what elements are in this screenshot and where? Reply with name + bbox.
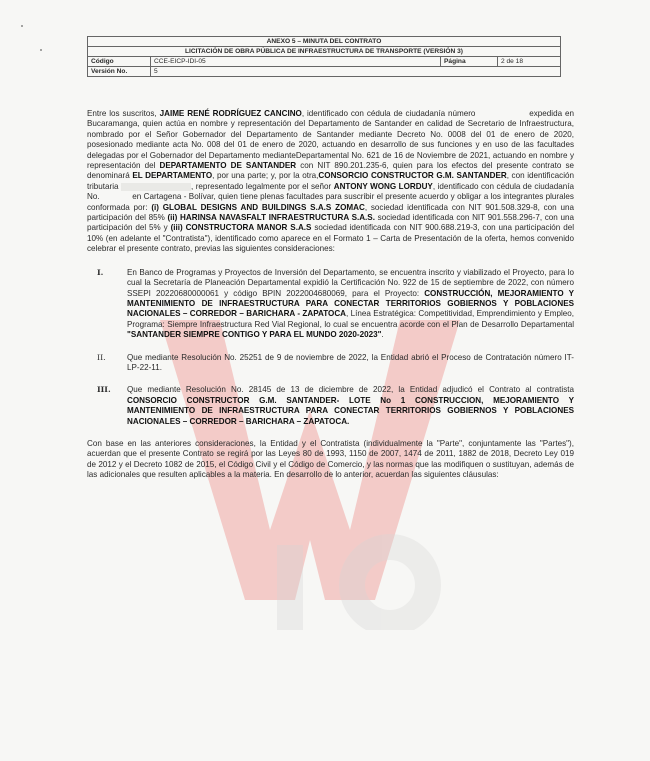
code-label: Código	[88, 57, 151, 67]
annex-subtitle: LICITACIÓN DE OBRA PÚBLICA DE INFRAESTRUCTURA DE TRANSPORTE (VERSIÓN 3)	[88, 47, 561, 57]
redacted-nit	[121, 183, 191, 191]
intro-paragraph: Entre los suscritos, JAIME RENÉ RODRÍGUEZ CANCINO, identificado con cédula de ciudadanía número expedida en Bucaramanga, quien actúa en nombre y representación del Departamento de Santander en calidad de Secretario de Infraestructura, nombrado por el Señor Gobernador del Departamento de Santander mediante Decreto No. 0008 del 01 de enero de 2020, posesionado mediante acta No. 008 del 01 de enero de 2020, actuando en desarrollo de sus funciones y en uso de las facultades delegadas por el Gobernador del Departamento medianteDepartamental No. 621 de 16 de Noviembre de 2021, actuando en nombre y representación del DEPARTAMENTO DE SANTANDER con NIT 890.201.235-6, quien para los efectos del presente contrato se denominará EL DEPARTAMENTO, por una parte; y, por la otra,CONSORCIO CONSTRUCTOR G.M. SANTANDER, con identificación tributaria , representado legalmente por el señor ANTONY WONG LORDUY, identificado con cédula de ciudadanía No. en Cartagena - Bolívar, quien tiene plenas facultades para suscribir el presente acuerdo y obligar a los integrantes plurales conformada por: (i) GLOBAL DESIGNS AND BUILDINGS S.A.S ZOMAC, sociedad identificada con NIT 901.508.329-8, con una participación del 85% (ii) HARINSA NAVASFALT INFRAESTRUCTURA S.A.S. sociedad identificada con NIT 901.558.296-7, con una participación del 5% y (iii) CONSTRUCTORA MANOR S.A.S sociedad identificada con NIT 900.688.219-3, con una participación del 10% (en adelante el "Contratista"), identificado como aparece en el Formato 1 – Carta de Presentación de la oferta, hemos convenido celebrar el presente contrato, previas las siguientes consideraciones:	[87, 109, 574, 254]
consideration-item: III. Que mediante Resolución No. 28145 de 13 de diciembre de 2022, la Entidad adjudicó el Contrato al contratista CONSORCIO CONSTRUCTOR G.M. SANTANDER- LOTE No 1 CONSTRUCCION, MEJORAMIENTO Y MANTENIMIENTO DE INFRAESTRUCTURA PARA CONECTAR TERRITORIOS GOBIERNOS Y POBLACIONES NACIONALES – CORREDOR – BARICHARA – ZAPATOCA.	[97, 385, 574, 426]
page-value: 2 de 18	[498, 57, 561, 67]
header-table	[87, 36, 561, 77]
consideration-number: III.	[97, 385, 111, 395]
code-value: CCE-EICP-IDI-05	[151, 57, 441, 67]
final-paragraph: Con base en las anteriores consideraciones, la Entidad y el Contratista (individualmente la "Parte", conjuntamente las "Partes"), acuerdan que el presente Contrato se regirá por las Leyes 80 de 1993, 1150 de 2007, 1474 de 2011, 1882 de 2018, Decreto Ley 019 de 2012 y el Decreto 1082 de 2015, el Código Civil y el Código de Comercio, y las normas que las modifiquen o sustituyan, además de las adicionales que resulten aplicables a la materia. En desarrollo de lo anterior, acuerdan las siguientes cláusulas:	[87, 438, 574, 480]
consideration-item: I. En Banco de Programas y Proyectos de Inversión del Departamento, se encuentra inscrito y viabilizado el Proyecto, para lo cual la Secretaría de Planeación Departamental expidió la Certificación No. 922 de 15 de septiembre de 2022, con número SSEPI 20220680000061 y código BPIN 2022004680069, para el Proyecto: CONSTRUCCIÓN, MEJORAMIENTO Y MANTENIMIENTO DE INFRAESTRUCTURA PARA CONECTAR TERRITORIOS GOBIERNOS Y POBLACIONES NACIONALES – CORREDOR – BARICHARA - ZAPATOCA, Línea Estratégica: Competitividad, Emprendimiento y Empleo, Programa: Siempre Infraestructura Red Vial Regional, lo cual se encuentra acorde con el Plan de Desarrollo Departamental "SANTANDER SIEMPRE CONTIGO Y PARA EL MUNDO 2020-2023".	[97, 267, 574, 340]
consideration-item: II. Que mediante Resolución No. 25251 de 9 de noviembre de 2022, la Entidad abrió el Proceso de Contratación número IT-LP-22-11.	[97, 352, 574, 372]
version-value: 5	[151, 67, 561, 77]
scan-speck	[21, 25, 23, 27]
scan-speck	[40, 49, 42, 51]
page-label: Página	[441, 57, 498, 67]
annex-title: ANEXO 5 – MINUTA DEL CONTRATO	[88, 37, 561, 47]
version-label: Versión No.	[88, 67, 151, 77]
contract-body	[87, 109, 574, 481]
consideration-number: II.	[97, 352, 106, 362]
consideration-number: I.	[97, 267, 104, 277]
